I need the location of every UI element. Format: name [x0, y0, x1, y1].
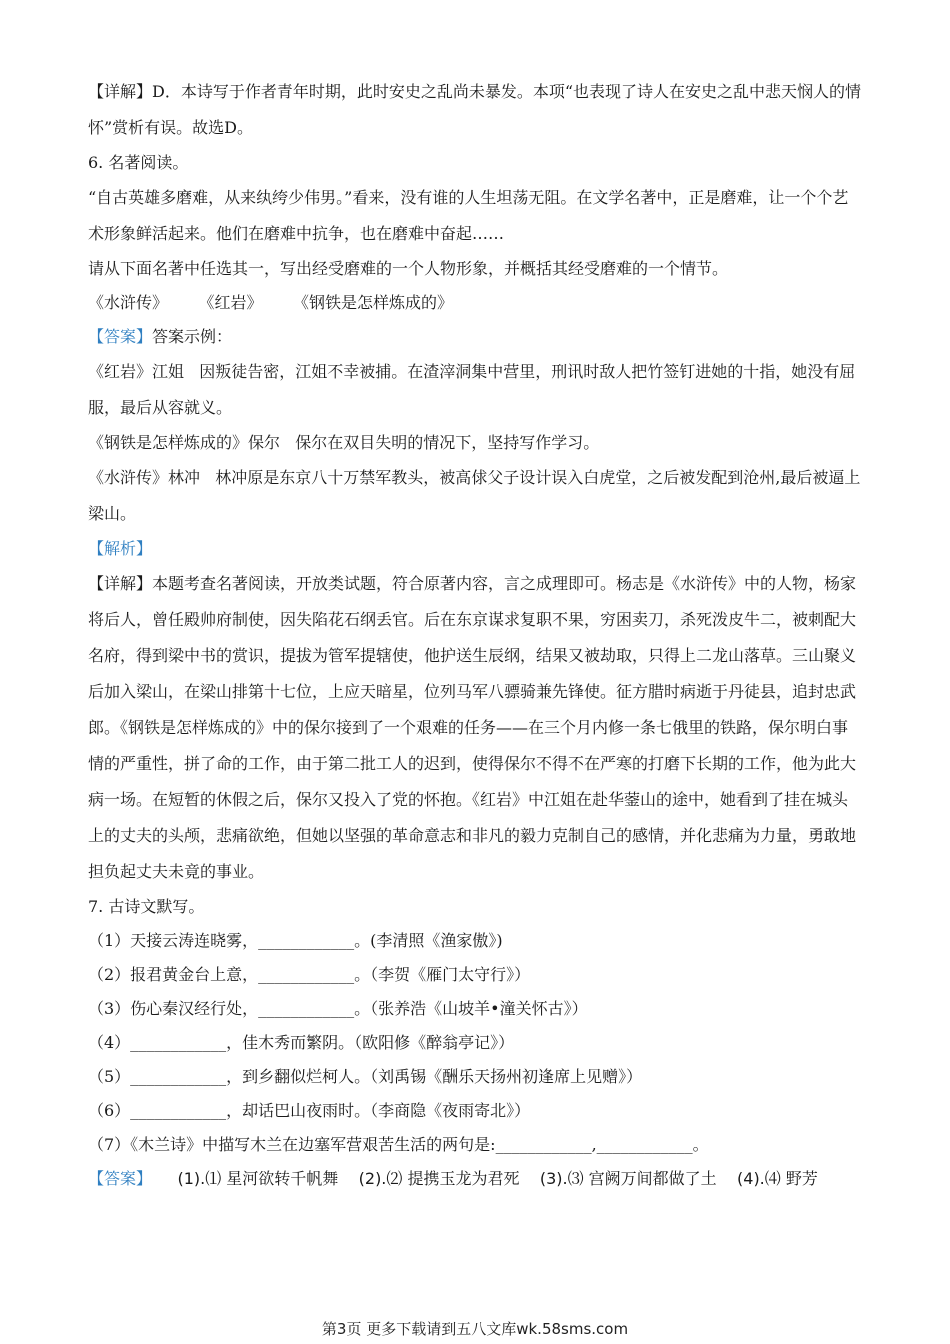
answer-num: (3). — [539, 1169, 568, 1188]
answer-text: ⑷ 野芳 — [764, 1169, 818, 1188]
q6-instruction: 请从下面名著中任选其一，写出经受磨难的一个人物形象，并概括其经受磨难的一个情节。 — [88, 259, 729, 278]
q7-item-1: （1）天接云涛连晓雾，____________。(李清照《渔家傲》) — [88, 931, 503, 950]
q5-detail — [88, 74, 863, 146]
q7-item-3: （3）伤心秦汉经行处，____________。（张养浩《山坡羊•潼关怀古》） — [88, 999, 588, 1018]
q6-books: 《水浒传》 《红岩》 《钢铁是怎样炼成的》 — [88, 293, 454, 312]
answer-text: ⑵ 提携玉龙为君死 — [386, 1169, 520, 1188]
detail-tag: 【详解】 — [88, 574, 153, 593]
answer-num: (2). — [358, 1169, 387, 1188]
answer-text: ⑴ 星河欲转千帆舞 — [205, 1169, 339, 1188]
q7-item-6: （6）____________，却话巴山夜雨时。（李商隐《夜雨寄北》） — [88, 1101, 531, 1120]
q7-title: 7. 古诗文默写。 — [88, 897, 205, 916]
q7-item-4: （4）____________，佳木秀而繁阴。（欧阳修《醉翁亭记》） — [88, 1033, 515, 1052]
q7-answer — [88, 1162, 863, 1196]
q6-analysis-tag — [88, 532, 863, 566]
detail-tag: 【详解】 — [88, 82, 153, 101]
q6-answer-header — [88, 320, 863, 354]
q6-title: 6. 名著阅读。 — [88, 153, 189, 172]
answer-tag: 【答案】 — [88, 327, 153, 346]
q5-detail-text: D．本诗写于作者青年时期，此时安史之乱尚未暴发。本项“也表现了诗人在安史之乱中悲天悯人的情怀”赏析有误。故选D。 — [88, 82, 862, 137]
q6-detail — [88, 566, 863, 890]
page-footer: 第3页 更多下载请到五八文库wk.58sms.com — [321, 1320, 629, 1338]
answer-tag: 【答案】 — [88, 1169, 153, 1188]
answer-num: (1). — [177, 1169, 206, 1188]
answer-intro: 答案示例： — [152, 327, 233, 346]
q6-detail-text: 本题考查名著阅读，开放类试题，符合原著内容，言之成理即可。杨志是《水浒传》中的人物，杨家将后人，曾任殿帅府制使，因失陷花石纲丢官。后在东京谋求复职不果，穷困卖刀，杀死泼皮牛二，被刺配大名府，得到梁中书的赏识，提拔为管军提辖使，他护送生辰纲，结果又被劫取，只得上二龙山落草。三山聚义后加入梁山，在梁山排第十七位，上应天暗星，位列马军八骠骑兼先锋使。征方腊时病逝于丹徒县，追封忠武郎。《钢铁是怎样炼成的》中的保尔接到了一个艰难的任务——在三个月内修一条七俄里的铁路，保尔明白事情的严重性，拼了命的工作，由于第二批工人的迟到，使得保尔不得不在严寒的打磨下长期的工作，他为此大病一场。在短暂的休假之后，保尔又投入了党的怀抱。《红岩》中江姐在赴华蓥山的途中，她看到了挂在城头上的丈夫的头颅，悲痛欲绝，但她以坚强的革命意志和非凡的毅力克制自己的感情，并化悲痛为力量，勇敢地担负起丈夫未竟的事业。 — [88, 574, 857, 881]
q7-item-7: （7）《木兰诗》中描写木兰在边塞军营艰苦生活的两句是:____________,____________。 — [88, 1135, 709, 1154]
q6-answer-2: 《钢铁是怎样炼成的》保尔 保尔在双目失明的情况下，坚持写作学习。 — [88, 433, 600, 452]
analysis-tag: 【解析】 — [88, 539, 153, 558]
q7-item-2: （2）报君黄金台上意，____________。（李贺《雁门太守行》） — [88, 965, 531, 984]
answer-num: (4). — [737, 1169, 765, 1188]
q6-answer-3: 《水浒传》林冲 林冲原是东京八十万禁军教头，被高俅父子设计误入白虎堂，之后被发配到沧州,最后被逼上梁山。 — [88, 468, 861, 523]
answer-text: ⑶ 宫阙万间都做了土 — [567, 1169, 717, 1188]
q6-answer-1: 《红岩》江姐 因叛徒告密，江姐不幸被捕。在渣滓洞集中营里，刑讯时敌人把竹签钉进她的十指，她没有屈服，最后从容就义。 — [88, 362, 856, 417]
document-page — [88, 74, 863, 1196]
q7-item-5: （5）____________，到乡翻似烂柯人。（刘禹锡《酬乐天扬州初逢席上见赠》） — [88, 1067, 643, 1086]
q6-quote: “自古英雄多磨难，从来纨绔少伟男。”看来，没有谁的人生坦荡无阻。在文学名著中，正是磨难，让一个个艺术形象鲜活起来。他们在磨难中抗争，也在磨难中奋起…… — [88, 188, 849, 243]
